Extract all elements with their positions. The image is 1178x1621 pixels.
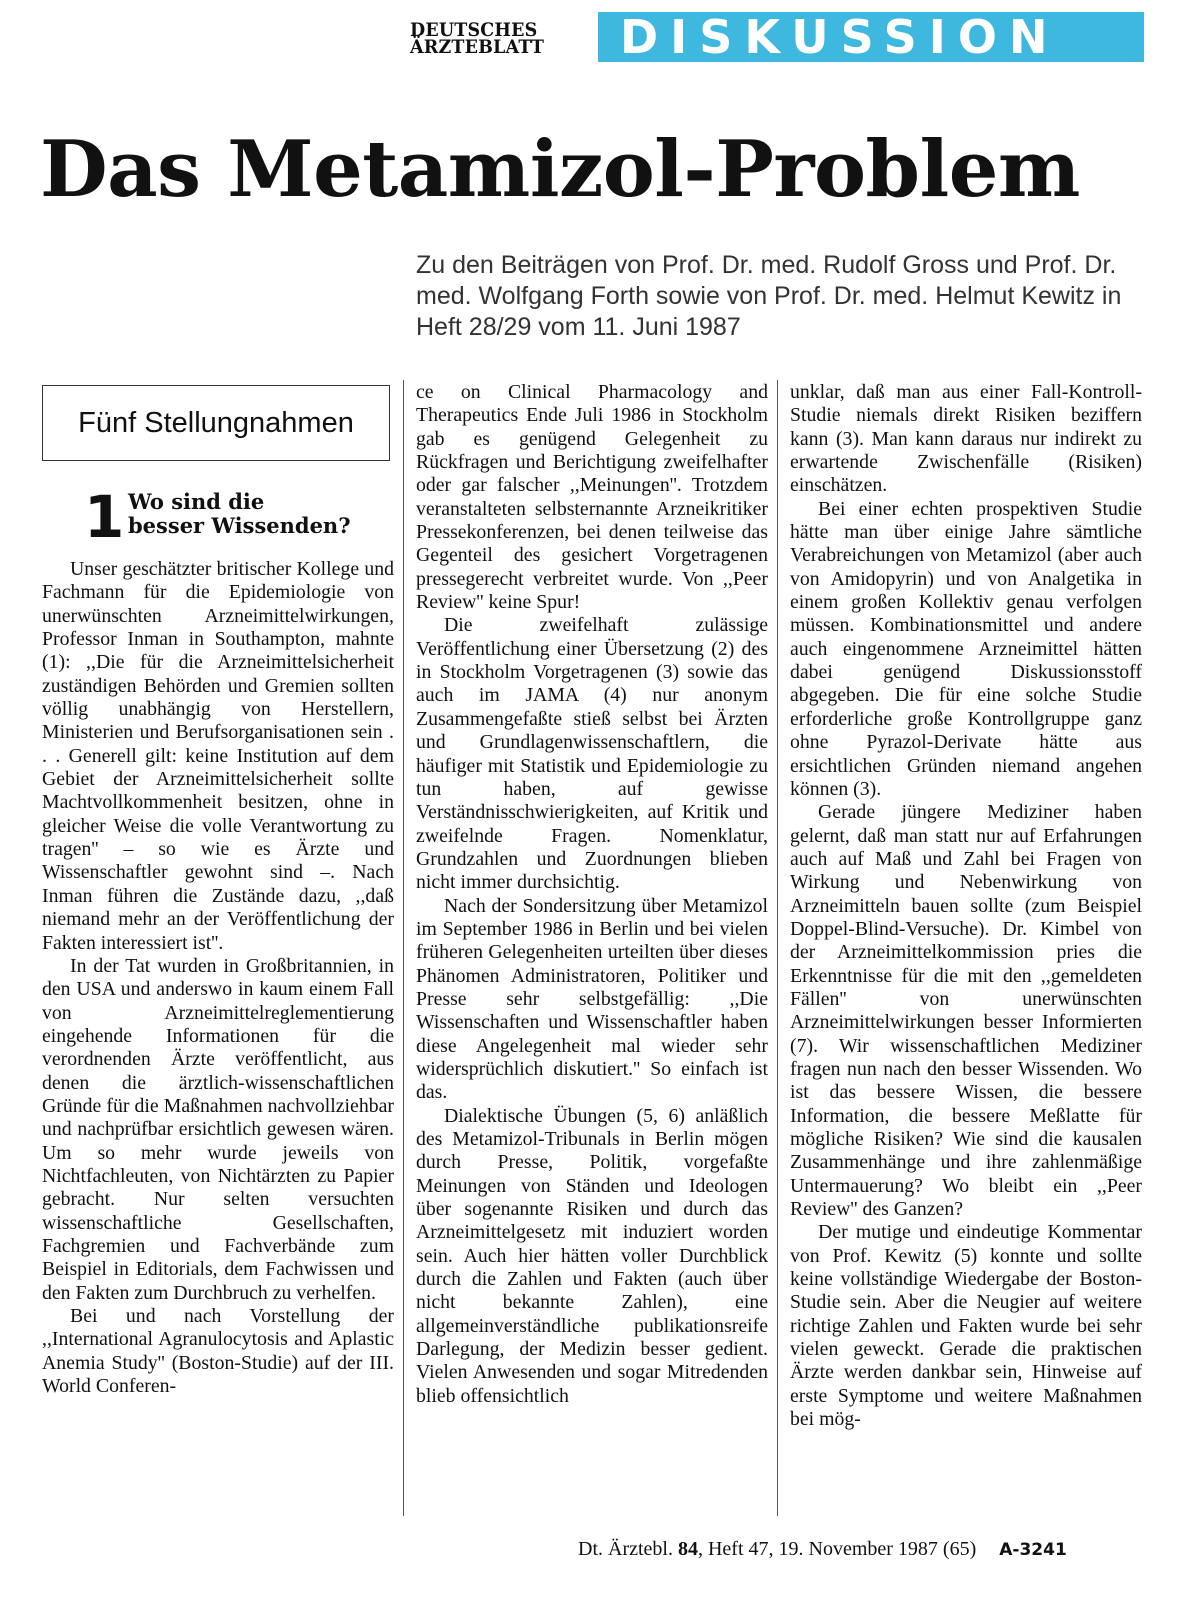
col1-paragraph: Unser geschätzter britischer Kollege und Fachmann für die Epidemiologie von unerwünschten Arzneimittelwirkungen, Professor Inman in Southampton, mahnte (1): ,,Die für die Arzneimittelsicherheit zuständigen Behörden und Gremien sollten völlig unabhängig von Herstellern, Ministerien und Berufsorganisationen sein . . . Generell gilt: keine Institution auf dem Gebiet der Arzneimittelsicherheit sollte Machtvollkommenheit besitzen, ohne in gleicher Weise die volle Verantwortung zu tragen'' – so wie es Ärzte und Wissenschaftler gewohnt sind –. Nach Inman führen die Zustände dazu, ,,daß niemand mehr an der Veröffentlichung der Fakten interessiert ist''.	[42, 558, 394, 954]
topic-box-label: Fünf Stellungnahmen	[78, 407, 354, 439]
article-title: Das Metamizol-Problem	[40, 124, 1080, 215]
section-banner	[598, 12, 1144, 62]
page-number: A-3241	[999, 1540, 1067, 1560]
column-2	[416, 381, 768, 1408]
column-divider	[777, 380, 778, 1516]
column-1	[42, 558, 394, 1398]
footer-volume: 84	[677, 1538, 698, 1560]
section-label: DISKUSSION	[620, 10, 1060, 64]
section-heading-line2: besser Wissenden?	[128, 513, 351, 538]
footer-journal: Dt. Ärztebl.	[578, 1538, 673, 1560]
topic-box	[42, 385, 390, 461]
column-3	[790, 381, 1142, 1431]
footer-issue: , Heft 47, 19. November 1987 (65)	[697, 1538, 977, 1560]
masthead	[410, 19, 545, 58]
col1-paragraph: In der Tat wurden in Großbritannien, in den USA und anderswo in kaum einem Fall von Arzneimittelreglementierung eingehende Informationen für die verordnenden Ärzte veröffentlicht, aus denen die ärztlich-wissenschaftlichen Gründe für die Maßnahmen nachvollziehbar und nachprüfbar ersichtlich gewesen wären. Um so mehr wurde jeweils von Nichtfachleuten, von Nichtärzten zu Papier gebracht. Nur selten versuchten wissenschaftliche Gesellschaften, Fachgremien und Fachverbände zum Beispiel in Editorials, dem Fachwissen und den Fakten zum Durchbruch zu verhelfen.	[42, 954, 394, 1304]
col2-paragraph: Dialektische Übungen (5, 6) anläßlich des Metamizol-Tribunals in Berlin mögen durch Presse, Politik, vorgefaßte Meinungen von Ständen und Ideologen über sogenannte Risiken und durch das Arzneimittelgesetz mit induziert worden sein. Auch hier hätten voller Durchblick durch die Zahlen und Fakten (auch über nicht bekannte Zahlen), eine allgemeinverständliche publikationsreife Darlegung, der Medizin besser gedient. Vielen Anwesenden und sogar Mitredenden blieb offensichtlich	[416, 1104, 768, 1407]
col2-paragraph: Nach der Sondersitzung über Metamizol im September 1986 in Berlin und bei vielen früheren Gelegenheiten urteilten über dieses Phänomen Administratoren, Politiker und Presse sehr selbstgefällig: ,,Die Wissenschaften und Wissenschaftler haben diese Angelegenheit mal wieder sehr widersprüchlich diskutiert.'' So einfach ist das.	[416, 894, 768, 1104]
page-footer	[578, 1537, 1067, 1562]
masthead-line1: DEUTSCHES	[410, 19, 538, 41]
col3-paragraph: Gerade jüngere Mediziner haben gelernt, daß man statt nur auf Erfahrungen auch auf Maß und Zahl bei Fragen von Wirkung und Nebenwirkung von Arzneimitteln bauen sollte (zum Beispiel Doppel-Blind-Versuche). Dr. Kimbel von der Arzneimittelkommission pries die Erkenntnisse für die mit den ,,gemeldeten Fällen'' von unerwünschten Arzneimittelwirkungen besser Informierten (7). Wir wissenschaftlichen Mediziner fragen nun nach den besser Wissenden. Wo ist das bessere Wissen, die bessere Information, die bessere Meßlatte für mögliche Risiken? Wie sind die kausalen Zusammenhänge und ihre zahlenmäßige Untermauerung? Wo bleibt ein ,,Peer Review'' des Ganzen?	[790, 801, 1142, 1221]
col3-paragraph: Der mutige und eindeutige Kommentar von Prof. Kewitz (5) konnte und sollte keine vollständige Wiedergabe der Boston-Studie sein. Aber die Neugier auf weitere richtige Zahlen und Fakten wurde bei sehr vielen geweckt. Gerade die praktischen Ärzte werden dankbar sein, Hinweise auf erste Symptome und weitere Maßnahmen bei mög-	[790, 1221, 1142, 1431]
section-number: 1	[84, 483, 125, 551]
article-subtitle: Zu den Beiträgen von Prof. Dr. med. Rudolf Gross und Prof. Dr. med. Wolfgang Forth sowie von Prof. Dr. med. Helmut Kewitz in Heft 28/29 vom 11. Juni 1987	[416, 251, 1122, 341]
section-heading-line1: Wo sind die	[128, 489, 265, 514]
masthead-line2: ÄRZTEBLATT	[410, 36, 545, 58]
col1-paragraph: Bei und nach Vorstellung der ,,International Agranulocytosis and Aplastic Anemia Study'' (Boston-Studie) auf der III. World Conferen-	[42, 1305, 394, 1398]
col2-paragraph: ce on Clinical Pharmacology and Therapeutics Ende Juli 1986 in Stockholm gab es genügend Gelegenheit zu Rückfragen und Berichtigung zweifelhafter oder gar falscher ,,Meinungen''. Trotzdem veranstalteten selbsternannte Arzneikritiker Pressekonferenzen, bei denen teilweise das Gegenteil des gesichert Vorgetragenen pressegerecht verbreitet wurde. Von ,,Peer Review'' keine Spur!	[416, 381, 768, 614]
col3-paragraph: unklar, daß man aus einer Fall-Kontroll-Studie niemals direkt Risiken beziffern kann (3). Man kann daraus nur indirekt zu erwartende Zwischenfälle (Risiken) einschätzen.	[790, 381, 1142, 497]
column-divider	[403, 380, 404, 1516]
col2-paragraph: Die zweifelhaft zulässige Veröffentlichung einer Übersetzung (2) des in Stockholm Vorgetragenen (3) sowie das auch im JAMA (4) nur anonym Zusammengefaßte stieß selbst bei Ärzten und Grundlagenwissenschaftlern, die häufiger mit Statistik und Epidemiologie zu tun haben, auf gewisse Verständnisschwierigkeiten, auf Kritik und zweifelnde Fragen. Nomenklatur, Grundzahlen und Zuordnungen blieben nicht immer durchsichtig.	[416, 614, 768, 894]
col3-paragraph: Bei einer echten prospektiven Studie hätte man über einige Jahre sämtliche Verabreichungen von Metamizol (aber auch von Amidopyrin) und von Analgetika in einem großen Kollektiv genau verfolgen müssen. Kombinationsmittel und andere auch eingenommene Arzneimittel hätten dabei genügend Diskussionsstoff abgegeben. Die für eine solche Studie erforderliche große Kontrollgruppe ganz ohne Pyrazol-Derivate hätte aus ersichtlichen Gründen niemand angehen können (3).	[790, 497, 1142, 800]
section-heading	[128, 490, 351, 538]
